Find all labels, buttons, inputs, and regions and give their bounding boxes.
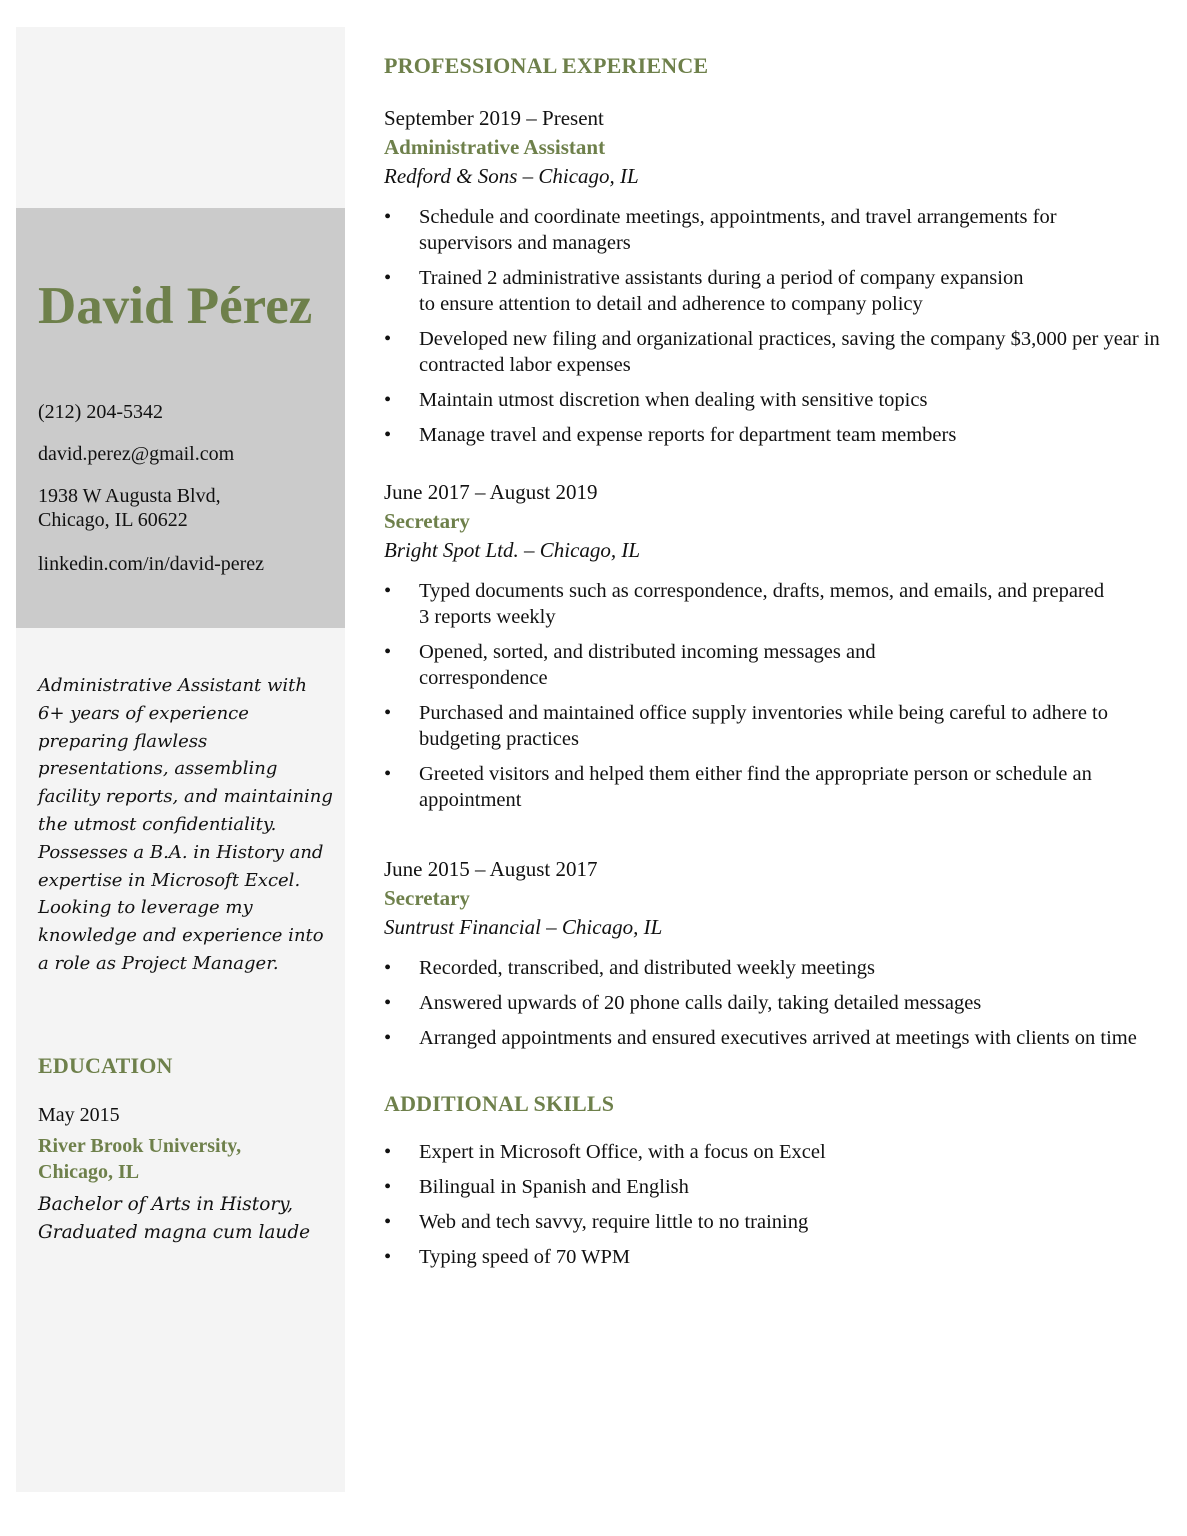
degree [38,1191,338,1247]
bullet-item [384,955,1144,981]
bullet-item [384,639,959,691]
bullet-item [384,422,1144,448]
bullet-text: Opened, sorted, and distributed incoming messages and correspondence [419,641,876,689]
email: david.perez@gmail.com [38,443,235,465]
job-company: Bright Spot Ltd. – Chicago, IL [384,538,641,562]
bullet-text: Manage travel and expense reports for department team members [419,424,957,446]
bullet-icon: • [384,1176,392,1198]
job-title: Secretary [384,886,470,910]
address-line-2: Chicago, IL 60622 [38,509,188,531]
bullet-icon: • [384,957,392,979]
bullet-text: Schedule and coordinate meetings, appointments, and travel arrangements for supervisors and managers [419,206,1057,254]
skill-item [384,1174,1144,1200]
bullet-item [384,578,1119,630]
degree-line-1: Bachelor of Arts in History, [38,1194,294,1215]
bullet-item [384,387,1144,413]
job-title: Administrative Assistant [384,135,606,159]
bullet-icon: • [384,1141,392,1163]
bullet-icon: • [384,1246,392,1268]
degree-line-2: Graduated magna cum laude [38,1222,311,1243]
header-box [16,208,345,628]
skill-text: Expert in Microsoft Office, with a focus on Excel [419,1141,826,1163]
bullet-icon: • [384,1027,392,1049]
main-content [384,53,1160,1279]
phone: (212) 204-5342 [38,401,163,423]
education-section [38,1053,338,1247]
skills-heading: ADDITIONAL SKILLS [384,1091,615,1116]
bullet-text: Trained 2 administrative assistants during a period of company expansion to ensure attention to detail and adherence to company policy [419,267,1024,315]
skill-text: Typing speed of 70 WPM [419,1246,631,1268]
summary: Administrative Assistant with 6+ years of experience preparing flawless presentations, assembling facility reports, and maintaining the utmost confidentiality. Possesses a B.A. in History and expertise in Microsoft Excel. Looking to leverage my knowledge and experience into a role as Project Manager. [38,675,333,974]
skill-item [384,1244,1144,1270]
skills-list [384,1139,1144,1270]
address [38,484,264,532]
bullet-item [384,990,1144,1016]
contact-info [38,400,264,594]
linkedin: linkedin.com/in/david-perez [38,553,265,575]
skill-item [384,1139,1144,1165]
bullet-icon: • [384,206,392,228]
bullet-text: Purchased and maintained office supply inventories while being careful to adhere to budgeting practices [419,702,1108,750]
job-dates: June 2015 – August 2017 [384,857,598,881]
bullet-item [384,204,1139,256]
bullet-icon: • [384,1211,392,1233]
education-date: May 2015 [38,1104,120,1126]
school-line-2: Chicago, IL [38,1161,140,1183]
job-bullets [384,955,1144,1051]
bullet-text: Maintain utmost discretion when dealing with sensitive topics [419,389,928,411]
school [38,1133,338,1185]
bullet-text: Recorded, transcribed, and distributed weekly meetings [419,957,875,979]
skill-text: Web and tech savvy, require little to no training [419,1211,809,1233]
job-bullets [384,578,1144,813]
bullet-item [384,326,1169,378]
bullet-icon: • [384,763,392,785]
address-line-1: 1938 W Augusta Blvd, [38,485,221,507]
school-line-1: River Brook University, [38,1135,242,1157]
bullet-icon: • [384,992,392,1014]
job-company: Redford & Sons – Chicago, IL [384,164,639,188]
job-entry [384,478,1144,813]
bullet-icon: • [384,267,392,289]
bullet-text: Answered upwards of 20 phone calls daily, taking detailed messages [419,992,982,1014]
bullet-icon: • [384,328,392,350]
bullet-item [384,700,1119,752]
job-dates: September 2019 – Present [384,106,604,130]
job-dates: June 2017 – August 2019 [384,480,598,504]
candidate-name: David Pérez [38,277,313,335]
bullet-item [384,761,1169,813]
bullet-icon: • [384,580,392,602]
bullet-icon: • [384,389,392,411]
job-entry [384,855,1144,1051]
education-heading: EDUCATION [38,1053,173,1078]
bullet-item [384,1025,1169,1051]
bullet-item [384,265,1039,317]
bullet-text: Developed new filing and organizational practices, saving the company $3,000 per year in contracted labor expenses [419,328,1160,376]
experience-heading: PROFESSIONAL EXPERIENCE [384,53,709,78]
job-title: Secretary [384,509,470,533]
skill-item [384,1209,1144,1235]
bullet-text: Arranged appointments and ensured executives arrived at meetings with clients on time [419,1027,1137,1049]
sidebar [16,27,345,1492]
bullet-icon: • [384,424,392,446]
job-entry [384,104,1160,448]
bullet-text: Greeted visitors and helped them either find the appropriate person or schedule an appointment [419,763,1092,811]
job-company: Suntrust Financial – Chicago, IL [384,915,663,939]
bullet-icon: • [384,641,392,663]
job-bullets [384,204,1160,448]
skills-section [384,1091,1144,1270]
skill-text: Bilingual in Spanish and English [419,1176,689,1198]
bullet-text: Typed documents such as correspondence, drafts, memos, and emails, and prepared 3 reports weekly [419,580,1105,628]
bullet-icon: • [384,702,392,724]
